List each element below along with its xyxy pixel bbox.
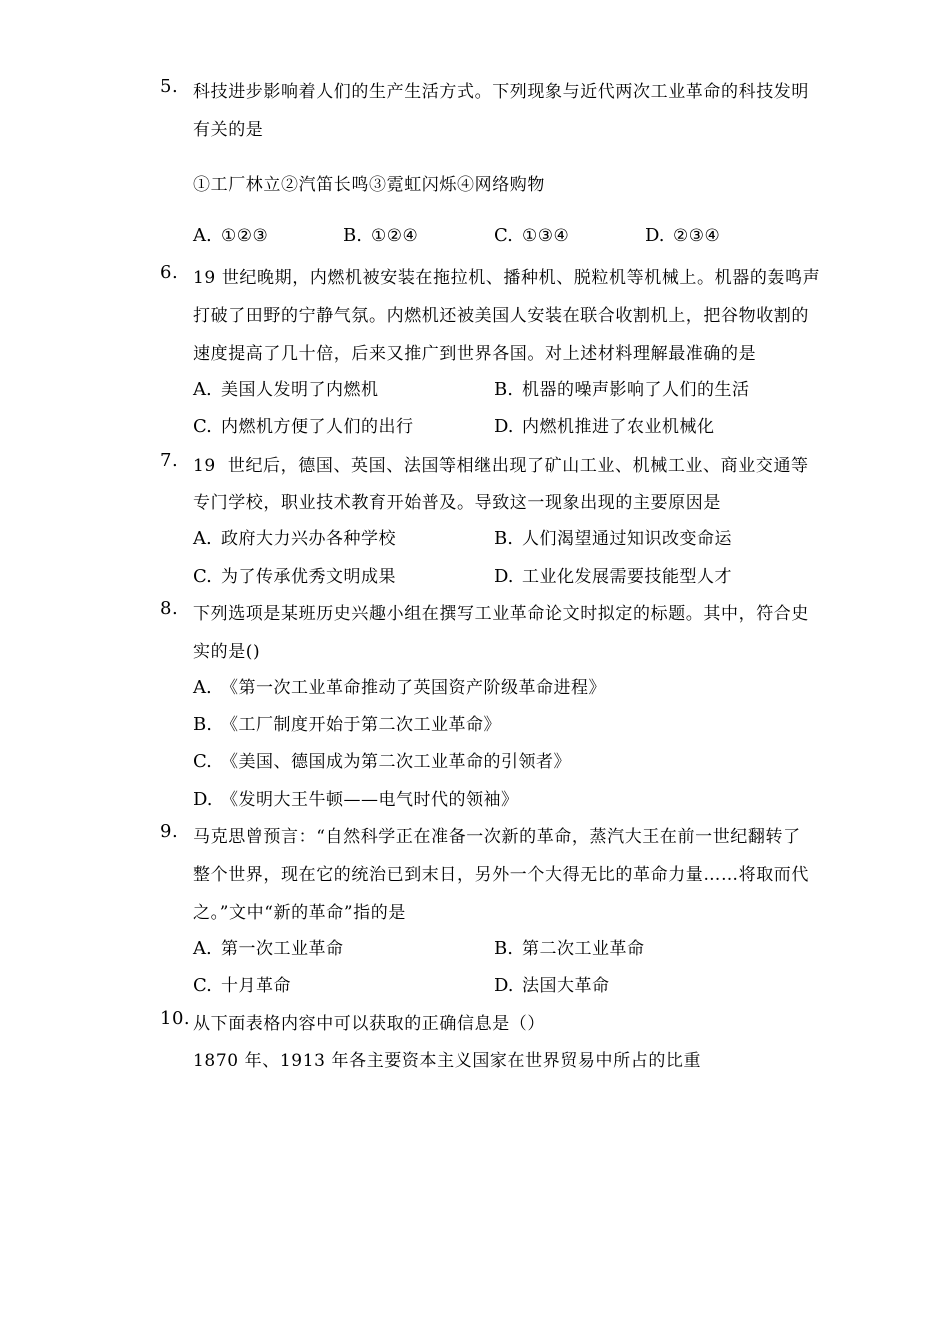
option-label: C.: [193, 751, 212, 772]
question-stem-line: 马克思曾预言：“自然科学正在准备一次新的革命，蒸汽大王在前一世纪翻转了: [193, 827, 801, 847]
option-d[interactable]: [494, 562, 732, 587]
question-stem-line: 打破了田野的宁静气氛。内燃机还被美国人安装在联合收割机上，把谷物收割的: [193, 306, 809, 326]
option-label: A.: [193, 225, 212, 246]
question-stem-line: 之。”文中“新的革命”指的是: [193, 903, 406, 923]
option-text: 工业化发展需要技能型人才: [522, 567, 732, 587]
option-c[interactable]: [193, 747, 571, 772]
option-d[interactable]: [193, 785, 519, 810]
option-label: C.: [193, 416, 212, 437]
option-b[interactable]: [494, 375, 750, 400]
question-stem-line: 下列选项是某班历史兴趣小组在撰写工业革命论文时拟定的标题。其中，符合史: [193, 604, 809, 624]
option-text: 《工厂制度开始于第二次工业革命》: [221, 715, 501, 735]
question-items-list: ①工厂林立②汽笛长鸣③霓虹闪烁④网络购物: [193, 175, 545, 195]
option-c[interactable]: [193, 562, 396, 587]
table-caption: 1870 年、1913 年各主要资本主义国家在世界贸易中所占的比重: [193, 1051, 702, 1071]
option-text: 美国人发明了内燃机: [221, 380, 379, 400]
option-label: D.: [193, 789, 213, 810]
option-text: ①②④: [371, 226, 419, 246]
option-label: B.: [494, 938, 513, 959]
option-text: 人们渴望通过知识改变命运: [522, 529, 732, 549]
option-b[interactable]: [494, 934, 645, 959]
option-text: ①③④: [522, 226, 570, 246]
option-c[interactable]: [193, 971, 291, 996]
option-text: 内燃机推进了农业机械化: [522, 417, 715, 437]
option-b[interactable]: [193, 710, 501, 735]
question-number: 7.: [160, 450, 179, 471]
option-label: B.: [494, 528, 513, 549]
option-label: C.: [494, 225, 513, 246]
option-label: A.: [193, 938, 212, 959]
question-stem-line: 速度提高了几十倍，后来又推广到世界各国。对上述材料理解最准确的是: [193, 344, 757, 364]
question-number: 9.: [160, 821, 179, 842]
question-stem-line: 专门学校，职业技术教育开始普及。导致这一现象出现的主要原因是: [193, 493, 721, 513]
option-text: 《第一次工业革命推动了英国资产阶级革命进程》: [221, 678, 606, 698]
question-stem-line: 从下面表格内容中可以获取的正确信息是（）: [193, 1014, 545, 1034]
question-number: 8.: [160, 598, 179, 619]
question-stem-line: 科技进步影响着人们的生产生活方式。下列现象与近代两次工业革命的科技发明: [193, 82, 809, 102]
option-text: 为了传承优秀文明成果: [221, 567, 396, 587]
option-label: B.: [494, 379, 513, 400]
question-stem-line: 19 世纪后，德国、英国、法国等相继出现了矿山工业、机械工业、商业交通等: [193, 456, 809, 476]
option-a[interactable]: [193, 673, 606, 698]
option-text: 第二次工业革命: [522, 939, 645, 959]
option-text: ①②③: [221, 226, 269, 246]
question-stem-line: 19 世纪晚期，内燃机被安装在拖拉机、播种机、脱粒机等机械上。机器的轰鸣声: [193, 268, 821, 288]
option-label: A.: [193, 677, 212, 698]
option-label: A.: [193, 528, 212, 549]
option-label: D.: [645, 225, 665, 246]
question-stem-line: 实的是(): [193, 642, 261, 662]
option-text: 《美国、德国成为第二次工业革命的引领者》: [221, 752, 571, 772]
option-text: 机器的噪声影响了人们的生活: [522, 380, 750, 400]
option-text: ②③④: [673, 226, 721, 246]
option-b[interactable]: [494, 524, 732, 549]
option-text: 内燃机方便了人们的出行: [221, 417, 414, 437]
option-b[interactable]: [343, 225, 418, 246]
option-a[interactable]: [193, 225, 268, 246]
option-label: D.: [494, 975, 514, 996]
option-a[interactable]: [193, 934, 344, 959]
option-label: A.: [193, 379, 212, 400]
option-c[interactable]: [193, 412, 414, 437]
option-d[interactable]: [645, 225, 720, 246]
question-number: 10.: [160, 1008, 191, 1029]
option-label: B.: [343, 225, 362, 246]
question-stem-line: 有关的是: [193, 120, 264, 140]
option-text: 法国大革命: [522, 976, 610, 996]
option-a[interactable]: [193, 375, 379, 400]
option-label: C.: [193, 975, 212, 996]
option-text: 政府大力兴办各种学校: [221, 529, 396, 549]
option-label: B.: [193, 714, 212, 735]
option-d[interactable]: [494, 412, 715, 437]
option-text: 第一次工业革命: [221, 939, 344, 959]
question-number: 6.: [160, 262, 179, 283]
option-label: C.: [193, 566, 212, 587]
question-stem-line: 整个世界，现在它的统治已到末日，另外一个大得无比的革命力量……将取而代: [193, 865, 809, 885]
option-label: D.: [494, 416, 514, 437]
option-text: 《发明大王牛顿——电气时代的领袖》: [221, 790, 519, 810]
option-text: 十月革命: [221, 976, 291, 996]
question-number: 5.: [160, 76, 179, 97]
option-c[interactable]: [494, 225, 569, 246]
option-d[interactable]: [494, 971, 610, 996]
option-a[interactable]: [193, 524, 396, 549]
option-label: D.: [494, 566, 514, 587]
